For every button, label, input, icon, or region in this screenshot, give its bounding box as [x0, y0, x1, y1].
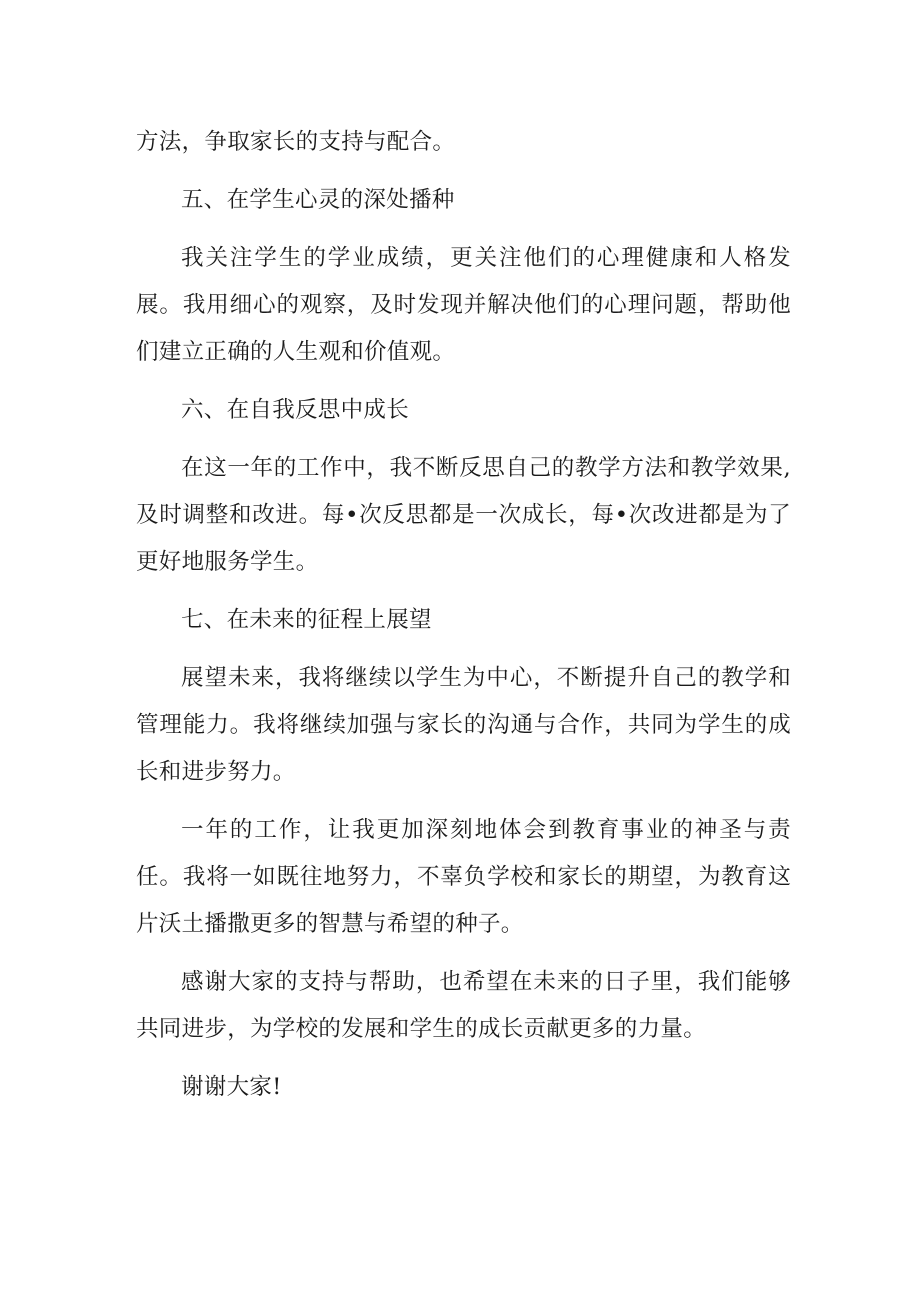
paragraph-continuation: 方法，争取家长的支持与配合。: [136, 129, 456, 155]
paragraph-thanks: 感谢大家的支持与帮助，也希望在未来的日子里，我们能够共同进步，为学校的发展和学生的成长贡献更多的力量。: [136, 969, 791, 1042]
paragraph-closing: 谢谢大家!: [181, 1074, 282, 1100]
paragraph-reflection: 一年的工作，让我更加深刻地体会到教育事业的神圣与责任。我将一如既往地努力，不辜负学校和家长的期望，为教育这片沃土播撒更多的智慧与希望的种子。: [136, 817, 791, 937]
section-heading-7: 七、在未来的征程上展望: [181, 607, 432, 633]
paragraph-section-5: 我关注学生的学业成绩，更关注他们的心理健康和人格发展。我用细心的观察，及时发现并解决他们的心理问题，帮助他们建立正确的人生观和价值观。: [136, 245, 791, 365]
section-heading-5: 五、在学生心灵的深处播种: [181, 187, 455, 213]
document-body: [136, 119, 791, 1122]
paragraph-section-7: 展望未来，我将继续以学生为中心，不断提升自己的教学和管理能力。我将继续加强与家长的沟通与合作，共同为学生的成长和进步努力。: [136, 665, 791, 785]
section-heading-6: 六、在自我反思中成长: [181, 397, 410, 423]
paragraph-section-6: 在这一年的工作中，我不断反思自己的教学方法和教学效果,及时调整和改进。每•次反思都是一次成长，每•次改进都是为了更好地服务学生。: [136, 455, 791, 575]
